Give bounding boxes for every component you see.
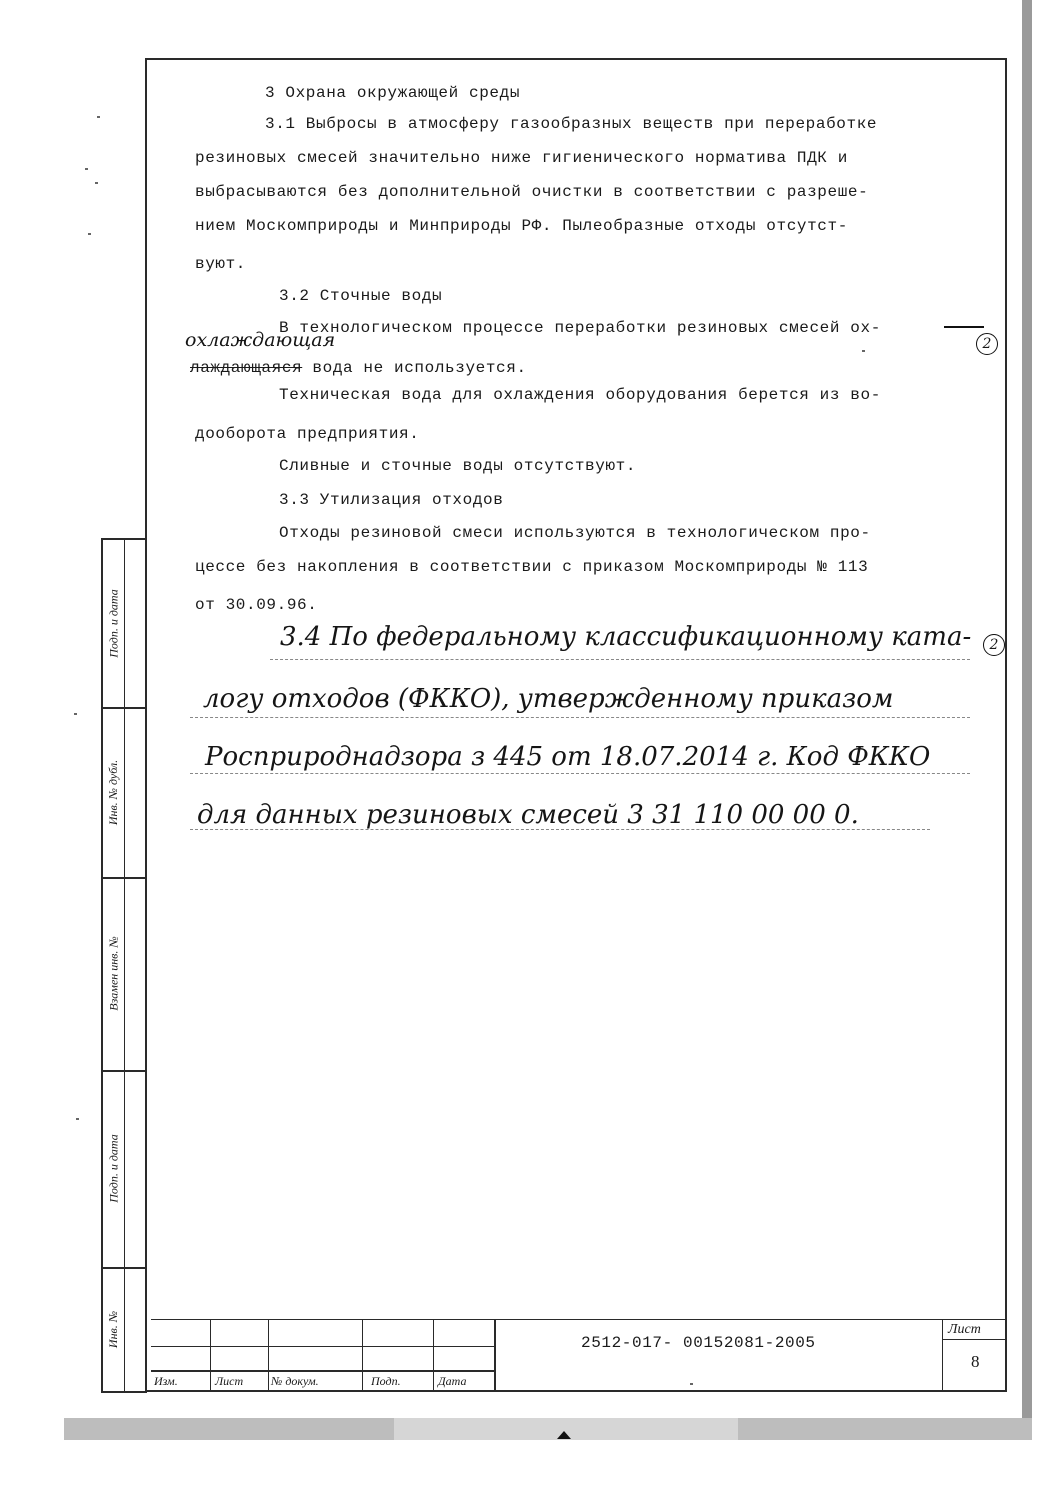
- scan-speck: [95, 182, 98, 184]
- tb-header-sheet: Лист: [215, 1374, 244, 1388]
- tb-col-line: [210, 1319, 211, 1392]
- tb-col-line: [433, 1319, 434, 1392]
- handwritten-line-3: Росприроднадзора з 445 от 18.07.2014 г. Код ФККО: [205, 742, 931, 772]
- s32-line-3: Техническая вода для охлаждения оборудования берется из во-: [279, 386, 881, 404]
- s32-line-4: дооборота предприятия.: [195, 425, 420, 443]
- s32-line-2-text: вода не используется.: [302, 359, 527, 377]
- side-stamp-column: [101, 538, 147, 1393]
- document-code: 2512-017- 00152081-2005: [581, 1334, 816, 1352]
- tb-row-line: [151, 1346, 494, 1347]
- title-block: [151, 1319, 1007, 1392]
- scroll-up-arrow-icon[interactable]: [557, 1431, 571, 1439]
- tb-sheet-line: [942, 1339, 1007, 1340]
- tb-col-line: [494, 1319, 496, 1392]
- s32-line-1: [279, 311, 999, 345]
- s32-title: 3.2 Сточные воды: [279, 287, 443, 305]
- strike-through-line: [944, 326, 984, 328]
- page-edge-shadow: [1022, 0, 1032, 1418]
- handwritten-line-4: для данных резиновых смесей 3 31 110 00 00 0.: [197, 800, 859, 830]
- p31-line-3: выбрасываются без дополнительной очистки в соответствии с разреше-: [195, 183, 869, 201]
- scan-speck: [690, 1383, 693, 1385]
- p31-line-2: резиновых смесей значительно ниже гигиенического норматива ПДК и: [195, 149, 848, 167]
- sheet-number: 8: [971, 1352, 980, 1371]
- viewer-scrollbar[interactable]: [64, 1418, 1032, 1440]
- scan-speck: [74, 713, 77, 715]
- s32-line-5: Сливные и сточные воды отсутствуют.: [279, 457, 637, 475]
- s33-line-1: Отходы резиновой смеси используются в технологическом про-: [279, 524, 871, 542]
- scan-speck: [88, 233, 91, 235]
- s33-title: 3.3 Утилизация отходов: [279, 491, 504, 509]
- scan-speck: [76, 1118, 79, 1120]
- tb-top-border: [151, 1319, 1007, 1320]
- tb-header-change: Изм.: [154, 1374, 178, 1388]
- underline: [270, 659, 970, 660]
- scan-speck: [97, 116, 100, 118]
- underline: [190, 829, 930, 830]
- side-label-sign-date-1: Подп. и дата: [106, 589, 121, 658]
- correction-mark-icon: 2: [976, 333, 998, 355]
- p31-line-4: нием Москомприроды и Минприроды РФ. Пылеобразные отходы отсутст-: [195, 217, 848, 235]
- tb-header-doc-no: № докум.: [271, 1374, 319, 1388]
- s33-line-3: от 30.09.96.: [195, 596, 318, 614]
- tb-header-date: Дата: [438, 1374, 467, 1388]
- scan-speck: [862, 350, 865, 352]
- p31-line-5: вуют.: [195, 255, 247, 273]
- handwritten-mark-icon: 2: [983, 634, 1005, 656]
- side-label-sign-date-2: Подп. и дата: [106, 1134, 121, 1203]
- p31-line-1: 3.1 Выбросы в атмосферу газообразных веществ при переработке: [265, 115, 878, 133]
- tb-col-line: [942, 1319, 943, 1392]
- section-title: 3 Охрана окружающей среды: [265, 84, 521, 102]
- side-label-dup-inv: Инв. № дубл.: [106, 759, 121, 825]
- scan-speck: [85, 168, 88, 170]
- tb-header-sign: Подп.: [371, 1374, 401, 1388]
- handwritten-correction: охлаждающая: [185, 329, 336, 351]
- underline: [190, 773, 970, 774]
- tb-col-line: [268, 1319, 269, 1392]
- struck-word: лаждающаяся: [190, 359, 303, 377]
- sheet-label: Лист: [948, 1322, 981, 1337]
- s33-line-2: цессе без накопления в соответствии с приказом Москомприроды № 113: [195, 558, 869, 576]
- s32-line-1-text: В технологическом процессе переработки резиновых смесей: [279, 319, 851, 337]
- tb-col-line: [362, 1319, 363, 1392]
- side-label-replace-inv: Взамен инв. №: [106, 936, 121, 1011]
- handwritten-line-1: 3.4 По федеральному классификационному ката-: [280, 622, 972, 652]
- struck-hyphen-fragment: ох-: [850, 319, 881, 337]
- side-label-inv-number: Инв. №: [106, 1310, 121, 1348]
- handwritten-line-2: логу отходов (ФККО), утвержденному приказом: [203, 684, 894, 714]
- underline: [190, 717, 970, 718]
